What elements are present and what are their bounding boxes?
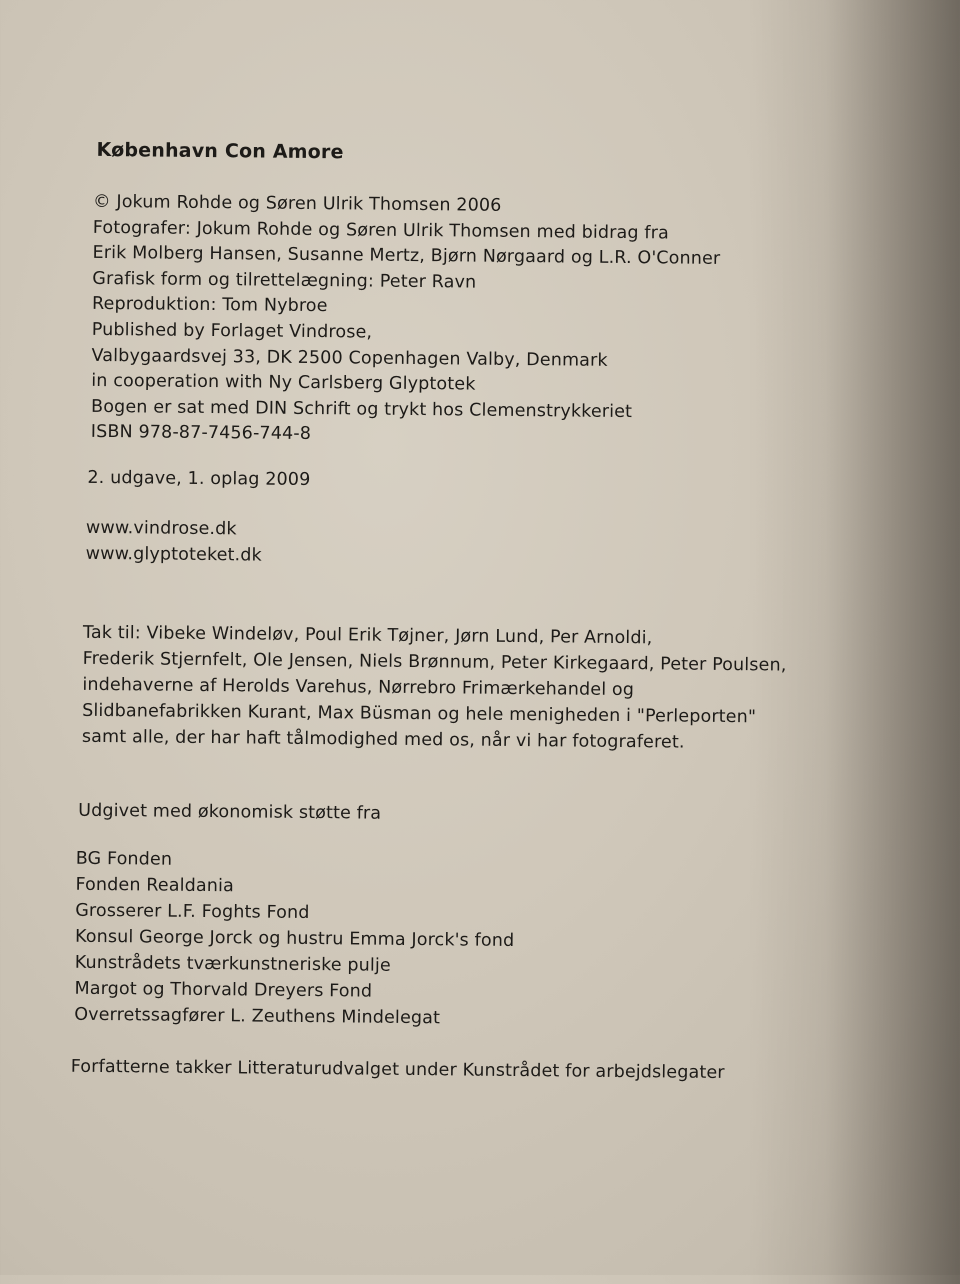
websites-block — [86, 516, 263, 569]
funder-item: Overretssagfører L. Zeuthens Mindelegat — [74, 1004, 441, 1029]
thanks-line: samt alle, der har haft tålmodighed med os, når vi har fotograferet. — [81, 726, 685, 753]
support-heading-block — [78, 799, 381, 828]
funder-item: BG Fonden — [75, 848, 173, 870]
colophon-line: Reproduktion: Tom Nybroe — [91, 294, 328, 317]
colophon-line: in cooperation with Ny Carlsberg Glyptotek — [91, 371, 476, 395]
funders-list — [74, 846, 515, 1032]
website-url: www.glyptoteket.dk — [85, 543, 262, 566]
colophon-line: Fotografer: Jokum Rohde og Søren Ulrik Thomsen med bidrag fra — [92, 217, 669, 244]
edition-block — [87, 466, 310, 494]
colophon-line: Grafisk form og tilrettelægning: Peter Ravn — [92, 268, 477, 293]
colophon-line: © Jokum Rohde og Søren Ulrik Thomsen 2006 — [92, 191, 502, 216]
colophon-line: Bogen er sat med DIN Schrift og trykt hos Clemenstrykkeriet — [91, 396, 633, 422]
colophon-block — [91, 190, 721, 452]
closing-block — [71, 1055, 725, 1087]
funder-item: Grosserer L.F. Foghts Fond — [75, 900, 310, 924]
funder-item: Konsul George Jorck og hustru Emma Jorck's fond — [74, 926, 515, 951]
thanks-line: Slidbanefabrikken Kurant, Max Büsman og hele menigheden i "Perleporten" — [82, 700, 757, 728]
colophon-line: Valbygaardsvej 33, DK 2500 Copenhagen Valby, Denmark — [91, 345, 608, 371]
closing-line: Forfatterne takker Litteraturudvalget under Kunstrådet for arbejdslegater — [70, 1056, 725, 1084]
thanks-block — [82, 620, 787, 757]
thanks-line: Tak til: Vibeke Windeløv, Poul Erik Tøjner, Jørn Lund, Per Arnoldi, — [82, 622, 653, 649]
support-heading: Udgivet med økonomisk støtte fra — [78, 800, 382, 824]
book-title: København Con Amore — [96, 138, 344, 164]
funder-item: Fonden Realdania — [75, 874, 235, 897]
thanks-line: indehaverne af Herolds Varehus, Nørrebro Frimærkehandel og — [82, 674, 635, 701]
colophon-line: Erik Molberg Hansen, Susanne Mertz, Bjørn Nørgaard og L.R. O'Conner — [92, 243, 721, 270]
funder-item: Margot og Thorvald Dreyers Fond — [74, 978, 373, 1002]
funder-item: Kunstrådets tværkunstneriske pulje — [74, 952, 391, 976]
edition-line: 2. udgave, 1. oplag 2009 — [87, 467, 311, 491]
isbn-line: ISBN 978-87-7456-744-8 — [90, 422, 312, 445]
thanks-line: Frederik Stjernfelt, Ole Jensen, Niels Brønnum, Peter Kirkegaard, Peter Poulsen, — [82, 648, 787, 676]
colophon-line: Published by Forlaget Vindrose, — [91, 319, 373, 343]
website-url: www.vindrose.dk — [85, 517, 237, 540]
